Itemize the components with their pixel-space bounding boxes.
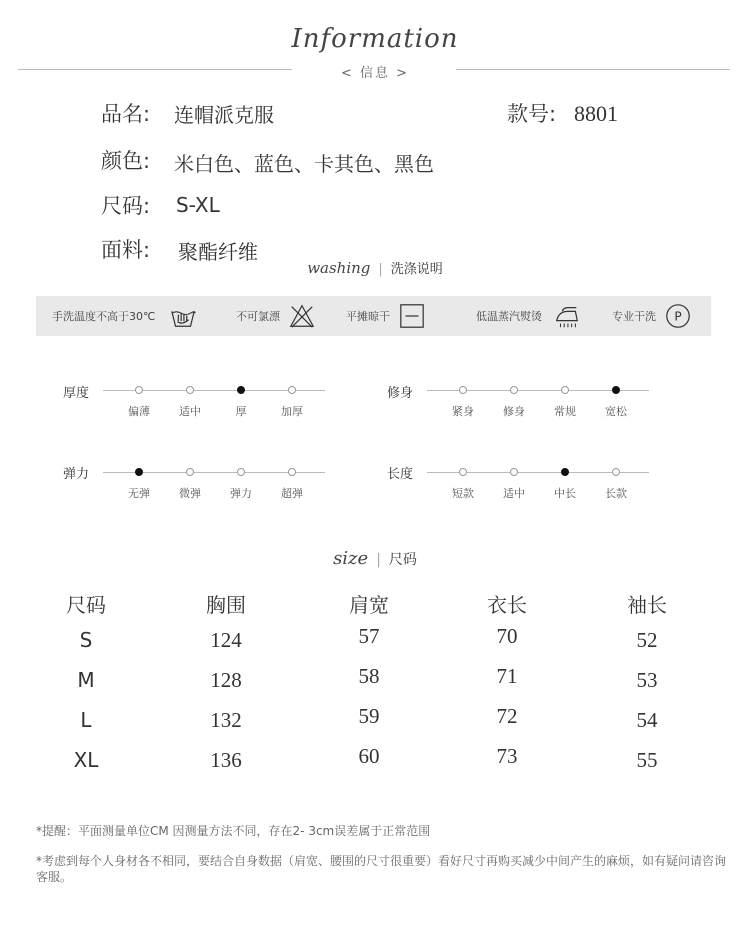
scale-option: 超弹 [281, 487, 303, 500]
table-cell: 71 [496, 664, 518, 688]
scale-dot-selected [561, 468, 569, 476]
fabric-label: 面料: [101, 238, 151, 262]
size-value: S-XL [176, 193, 220, 217]
wash-item-dry-flat [346, 296, 426, 336]
washing-heading [0, 258, 750, 277]
heading-separator: | [378, 262, 383, 277]
scale-dot [459, 468, 467, 476]
table-cell: M [77, 668, 95, 692]
table-cell: 57 [358, 624, 380, 648]
fabric-value: 聚酯纤维 [178, 240, 258, 264]
scale-dot [288, 468, 296, 476]
scale-option: 弹力 [230, 487, 252, 500]
table-cell: 73 [496, 744, 518, 768]
scale-dot [186, 386, 194, 394]
scale-option: 无弹 [128, 487, 150, 500]
style-label: 款号: [507, 102, 557, 126]
scale-option: 加厚 [281, 405, 303, 418]
scale-label: 弹力 [63, 467, 90, 482]
size-title: size [333, 548, 369, 569]
color-label: 颜色: [101, 149, 151, 173]
table-cell: 124 [210, 628, 242, 652]
scale-option: 适中 [503, 487, 525, 500]
scale-option: 修身 [503, 405, 525, 418]
table-cell: 70 [496, 624, 518, 648]
name-value: 连帽派克服 [174, 103, 274, 127]
page-subtitle: < 信息 > [340, 66, 410, 81]
table-cell: 54 [636, 708, 658, 732]
table-cell: 60 [358, 744, 380, 768]
table-cell: 72 [496, 704, 518, 728]
table-cell: 59 [358, 704, 380, 728]
scale-label: 修身 [387, 386, 414, 401]
scale-option: 微弹 [179, 487, 201, 500]
table-cell: S [79, 628, 93, 652]
scale-option: 宽松 [605, 405, 627, 418]
wash-item-label: 不可氯漂 [236, 310, 280, 323]
dry-clean-icon [664, 302, 692, 330]
washing-title: washing [307, 259, 371, 277]
table-cell: 55 [636, 748, 658, 772]
scale-option: 紧身 [452, 405, 474, 418]
scale-label: 厚度 [63, 386, 90, 401]
table-cell: L [80, 708, 92, 732]
scale-option: 短款 [452, 487, 474, 500]
scale-dot [561, 386, 569, 394]
table-header-cell: 衣长 [487, 593, 527, 617]
scale-dot [612, 468, 620, 476]
table-cell: XL [73, 748, 99, 772]
wash-item-label: 手洗温度不高于30℃ [52, 310, 156, 323]
scale-option: 长款 [605, 487, 627, 500]
table-cell: 58 [358, 664, 380, 688]
table-cell: 136 [210, 748, 242, 772]
washing-instructions-bar [36, 296, 711, 336]
table-cell: 132 [210, 708, 242, 732]
svg-text:P: P [674, 309, 682, 324]
scale-option: 适中 [179, 405, 201, 418]
dry-flat-icon [398, 302, 426, 330]
name-label: 品名: [101, 102, 151, 126]
scale-dot [186, 468, 194, 476]
size-heading [0, 548, 750, 569]
wash-item-label: 专业干洗 [612, 310, 656, 323]
size-label: 尺码: [101, 194, 151, 218]
scale-dot [459, 386, 467, 394]
scale-label: 长度 [387, 467, 414, 482]
scale-option: 中长 [554, 487, 576, 500]
washing-subtitle: 洗涤说明 [390, 262, 443, 277]
size-subtitle: 尺码 [388, 552, 417, 568]
scale-dot-selected [237, 386, 245, 394]
scale-dot-selected [135, 468, 143, 476]
color-value: 米白色、蓝色、卡其色、黑色 [174, 152, 434, 176]
scale-dot [510, 386, 518, 394]
scale-dot [135, 386, 143, 394]
scale-dot [237, 468, 245, 476]
scale-option: 常规 [554, 405, 576, 418]
table-cell: 53 [636, 668, 658, 692]
table-header-cell: 袖长 [627, 593, 667, 617]
scale-dot [288, 386, 296, 394]
fit-advice-note: *考虑到每个人身材各不相同，要结合自身数据（肩宽、腰围的尺寸很重要）看好尺寸再购买减少中间产生的麻烦，如有疑问请咨询客服。 [36, 854, 727, 884]
wash-item-label: 低温蒸汽熨烫 [476, 310, 542, 323]
scale-dot-selected [612, 386, 620, 394]
wash-item-steam-iron [476, 296, 584, 336]
table-cell: 128 [210, 668, 242, 692]
hand-wash-icon [163, 302, 203, 330]
wash-item-hand-wash [52, 296, 203, 336]
wash-item-no-bleach [236, 296, 316, 336]
style-value: 8801 [574, 101, 618, 126]
scale-dot [510, 468, 518, 476]
wash-item-dry-clean [612, 296, 692, 336]
steam-iron-icon [550, 302, 584, 330]
table-header-cell: 肩宽 [349, 593, 389, 617]
heading-separator: | [376, 552, 381, 568]
table-cell: 52 [636, 628, 658, 652]
scale-option: 偏薄 [128, 405, 150, 418]
table-header-cell: 尺码 [66, 593, 106, 617]
scale-option: 厚 [235, 405, 247, 418]
no-bleach-icon [288, 302, 316, 330]
table-header-cell: 胸围 [206, 593, 246, 617]
wash-item-label: 平摊晾干 [346, 310, 390, 323]
page-title: Information [291, 24, 459, 54]
measurement-note: *提醒：平面测量单位CM 因测量方法不同，存在2- 3cm误差属于正常范围 [36, 824, 431, 838]
